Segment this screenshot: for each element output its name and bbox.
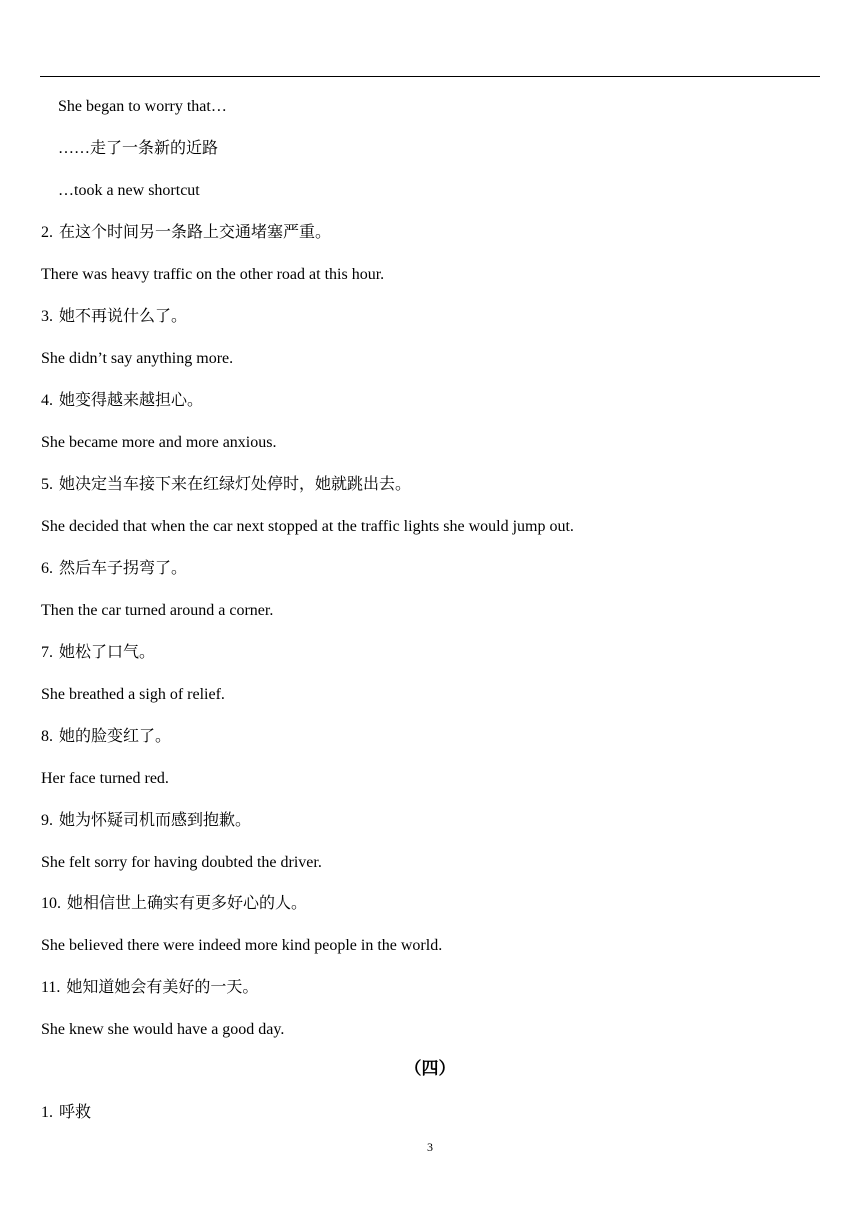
- item-number: 10.: [41, 895, 61, 912]
- item-chinese-text: 她变得越来越担心。: [59, 392, 204, 409]
- item-chinese-text: 她相信世上确实有更多好心的人。: [67, 895, 308, 912]
- item-chinese: [41, 223, 331, 243]
- intro-line: ……走了一条新的近路: [58, 140, 219, 157]
- item-english: She believed there were indeed more kind people in the world.: [41, 937, 443, 954]
- item-chinese: [41, 643, 155, 663]
- item-chinese: [41, 307, 187, 327]
- item-number: 2.: [41, 224, 53, 241]
- item-chinese-text: 她松了口气。: [59, 644, 156, 661]
- page-number: 3: [427, 1140, 433, 1154]
- item-number: 9.: [41, 812, 53, 829]
- item-english: Then the car turned around a corner.: [41, 602, 274, 619]
- item-number: 4.: [41, 392, 53, 409]
- intro-line: …took a new shortcut: [58, 182, 200, 199]
- item-chinese: [41, 559, 187, 579]
- item-chinese: [41, 894, 307, 914]
- item-chinese: [41, 978, 258, 998]
- item-number: 11.: [41, 979, 61, 996]
- item-number: 7.: [41, 644, 53, 661]
- item-english: She decided that when the car next stopped at the traffic lights she would jump out.: [41, 518, 574, 535]
- item-chinese: [41, 811, 251, 831]
- item-chinese-text: 她为怀疑司机而感到抱歉。: [59, 812, 252, 829]
- item-chinese-text: 她不再说什么了。: [59, 308, 188, 325]
- item-english: There was heavy traffic on the other road at this hour.: [41, 266, 385, 283]
- item-chinese: [41, 475, 411, 495]
- item-chinese-text: 呼救: [59, 1104, 92, 1121]
- item-english: She became more and more anxious.: [41, 434, 277, 451]
- item-number: 1.: [41, 1104, 53, 1121]
- item-chinese: [41, 1103, 91, 1123]
- item-chinese-text: 她的脸变红了。: [59, 728, 172, 745]
- item-chinese-text: 她决定当车接下来在红绿灯处停时，她就跳出去。: [59, 476, 412, 493]
- item-number: 5.: [41, 476, 53, 493]
- item-english: She knew she would have a good day.: [41, 1021, 285, 1038]
- item-english: Her face turned red.: [41, 770, 169, 787]
- intro-line: She began to worry that…: [58, 98, 227, 115]
- item-chinese-text: 然后车子拐弯了。: [59, 560, 188, 577]
- item-number: 8.: [41, 728, 53, 745]
- item-chinese: [41, 727, 171, 747]
- header-rule: [40, 76, 820, 77]
- item-chinese-text: 在这个时间另一条路上交通堵塞严重。: [59, 224, 332, 241]
- section-heading: （四）: [404, 1059, 456, 1079]
- item-chinese-text: 她知道她会有美好的一天。: [66, 979, 259, 996]
- item-english: She felt sorry for having doubted the driver.: [41, 854, 322, 871]
- item-number: 3.: [41, 308, 53, 325]
- item-english: She breathed a sigh of relief.: [41, 686, 225, 703]
- item-number: 6.: [41, 560, 53, 577]
- item-chinese: [41, 391, 203, 411]
- item-english: She didn’t say anything more.: [41, 350, 234, 367]
